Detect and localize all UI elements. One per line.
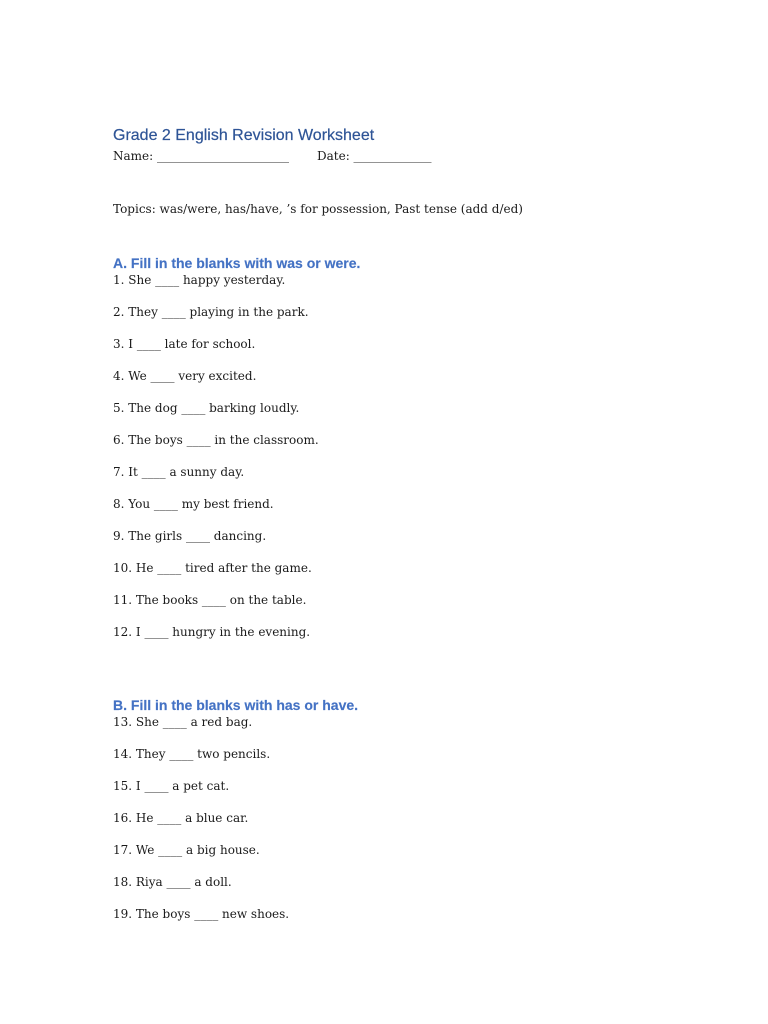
question-item: 16. He ____ a blue car. — [113, 811, 249, 825]
question-item: 3. I ____ late for school. — [113, 337, 256, 351]
question-item: 18. Riya ____ a doll. — [113, 875, 232, 889]
section-a — [113, 254, 673, 656]
question-item: 7. It ____ a sunny day. — [113, 465, 245, 479]
question-item: 5. The dog ____ barking loudly. — [113, 401, 300, 415]
name-field: Name: ______________________ — [113, 149, 289, 163]
section-b-heading: B. Fill in the blanks with has or have. — [113, 697, 359, 713]
section-a-heading: A. Fill in the blanks with was or were. — [113, 255, 361, 271]
question-item: 10. He ____ tired after the game. — [113, 561, 312, 575]
question-item: 19. The boys ____ new shoes. — [113, 907, 290, 921]
topics-line: Topics: was/were, has/have, ’s for possession, Past tense (add d/ed) — [113, 202, 523, 216]
question-item: 1. She ____ happy yesterday. — [113, 273, 286, 287]
question-item: 6. The boys ____ in the classroom. — [113, 433, 319, 447]
question-item: 9. The girls ____ dancing. — [113, 529, 267, 543]
question-item: 4. We ____ very excited. — [113, 369, 257, 383]
section-a-questions — [113, 272, 673, 656]
section-b — [113, 696, 673, 938]
date-field: Date: _____________ — [317, 149, 432, 163]
question-item: 17. We ____ a big house. — [113, 843, 260, 857]
section-b-questions — [113, 714, 673, 938]
question-item: 13. She ____ a red bag. — [113, 715, 253, 729]
worksheet-content — [113, 125, 673, 938]
question-item: 8. You ____ my best friend. — [113, 497, 274, 511]
name-date-row — [113, 148, 673, 164]
worksheet-title: Grade 2 English Revision Worksheet — [113, 127, 375, 144]
question-item: 12. I ____ hungry in the evening. — [113, 625, 311, 639]
question-item: 15. I ____ a pet cat. — [113, 779, 230, 793]
question-item: 11. The books ____ on the table. — [113, 593, 307, 607]
question-item: 14. They ____ two pencils. — [113, 747, 271, 761]
question-item: 2. They ____ playing in the park. — [113, 305, 309, 319]
